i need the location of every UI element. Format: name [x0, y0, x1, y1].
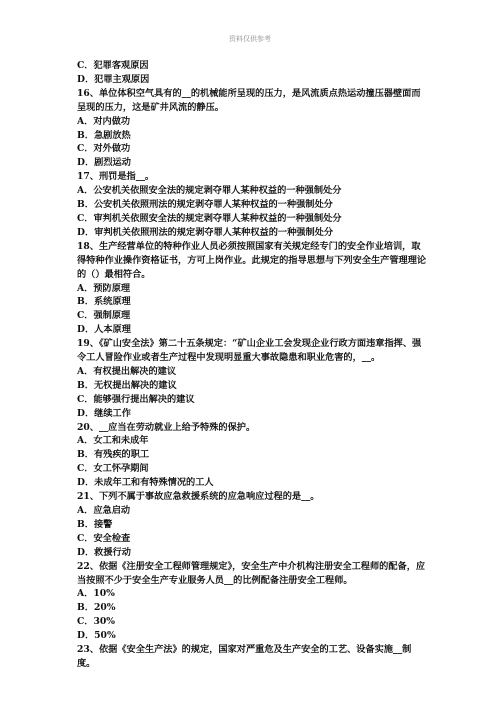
answer-option: C．能够强行提出解决的建议: [77, 393, 195, 405]
question-text: 17、刑罚是指__。: [77, 171, 155, 183]
answer-option: D．未成年工和有特殊情况的工人: [77, 477, 214, 489]
page-header: 资料仅供参考: [229, 35, 271, 43]
question-text: 19、《矿山安全法》第二十五条规定：“矿山企业工会发现企业行政方面违章指挥、强令工人冒险作业或者生产过程中发现明显重大事故隐患和职业危害的，__。: [77, 338, 422, 364]
answer-option: D．剧烈运动: [77, 157, 131, 169]
answer-option: D．救援行动: [77, 546, 131, 558]
answer-option: D．人本原理: [77, 324, 131, 336]
answer-option: D．审判机关依照刑法的规定剥夺罪人某种权益的一种强制处分: [77, 226, 334, 238]
question-text: 18、生产经营单位的特种作业人员必须按照国家有关规定经专门的安全作业培训，取得特种作业操作资格证书，方可上岗作业。此规定的指导思想与下列安全生产管理理论的（）最相符合。: [77, 240, 427, 280]
answer-option: D．犯罪主观原因: [77, 73, 150, 85]
answer-option: C．30%: [77, 616, 116, 628]
answer-option: A．10%: [77, 588, 115, 600]
answer-option: B．20%: [77, 602, 116, 614]
answer-option: D．继续工作: [77, 407, 131, 419]
answer-option: B．无权提出解决的建议: [77, 379, 177, 391]
answer-option: B．接警: [77, 518, 113, 530]
question-text: 22、依据《注册安全工程师管理规定》，安全生产中介机构注册安全工程师的配备，应当按照不少于安全生产专业服务人员__的比例配备注册安全工程师。: [77, 560, 426, 586]
answer-option: C．审判机关依照安全法的规定剥夺罪人某种权益的一种强制处分: [77, 212, 342, 224]
answer-option: B．公安机关依照刑法的规定剥夺罪人某种权益的一种强制处分: [77, 199, 333, 211]
question-text: 23、依据《安全生产法》的规定，国家对严重危及生产安全的工艺、设备实施__制度。: [77, 644, 412, 669]
answer-option: C．对外做功: [77, 143, 131, 155]
question-text: 16、单位体积空气具有的__的机械能所呈现的压力，是风流质点热运动撞压器壁面而呈现的压力，这是矿井风流的静压。: [77, 87, 421, 113]
answer-option: A．女工和未成年: [77, 435, 149, 447]
answer-option: A．预防原理: [77, 282, 131, 294]
answer-option: B．急剧放热: [77, 129, 131, 141]
answer-option: B．有残疾的职工: [77, 449, 150, 461]
answer-option: D．50%: [77, 630, 116, 642]
question-text: 20、__应当在劳动就业上给予特殊的保护。: [77, 421, 256, 433]
question-text: 21、下列不属于事故应急救援系统的应急响应过程的是__。: [77, 491, 320, 503]
answer-option: A．应急启动: [77, 505, 131, 516]
answer-option: A．公安机关依照安全法的规定剥夺罪人某种权益的一种强制处分: [77, 185, 342, 197]
answer-option: A．有权提出解决的建议: [77, 365, 177, 377]
answer-option: C．强制原理: [77, 310, 131, 322]
answer-option: B．系统原理: [77, 296, 131, 308]
answer-option: C．女工怀孕期间: [77, 463, 149, 475]
answer-option: C．犯罪客观原因: [77, 60, 149, 71]
answer-option: A．对内做功: [77, 115, 131, 127]
exam-content: [77, 59, 427, 671]
answer-option: C．安全检查: [77, 532, 131, 544]
